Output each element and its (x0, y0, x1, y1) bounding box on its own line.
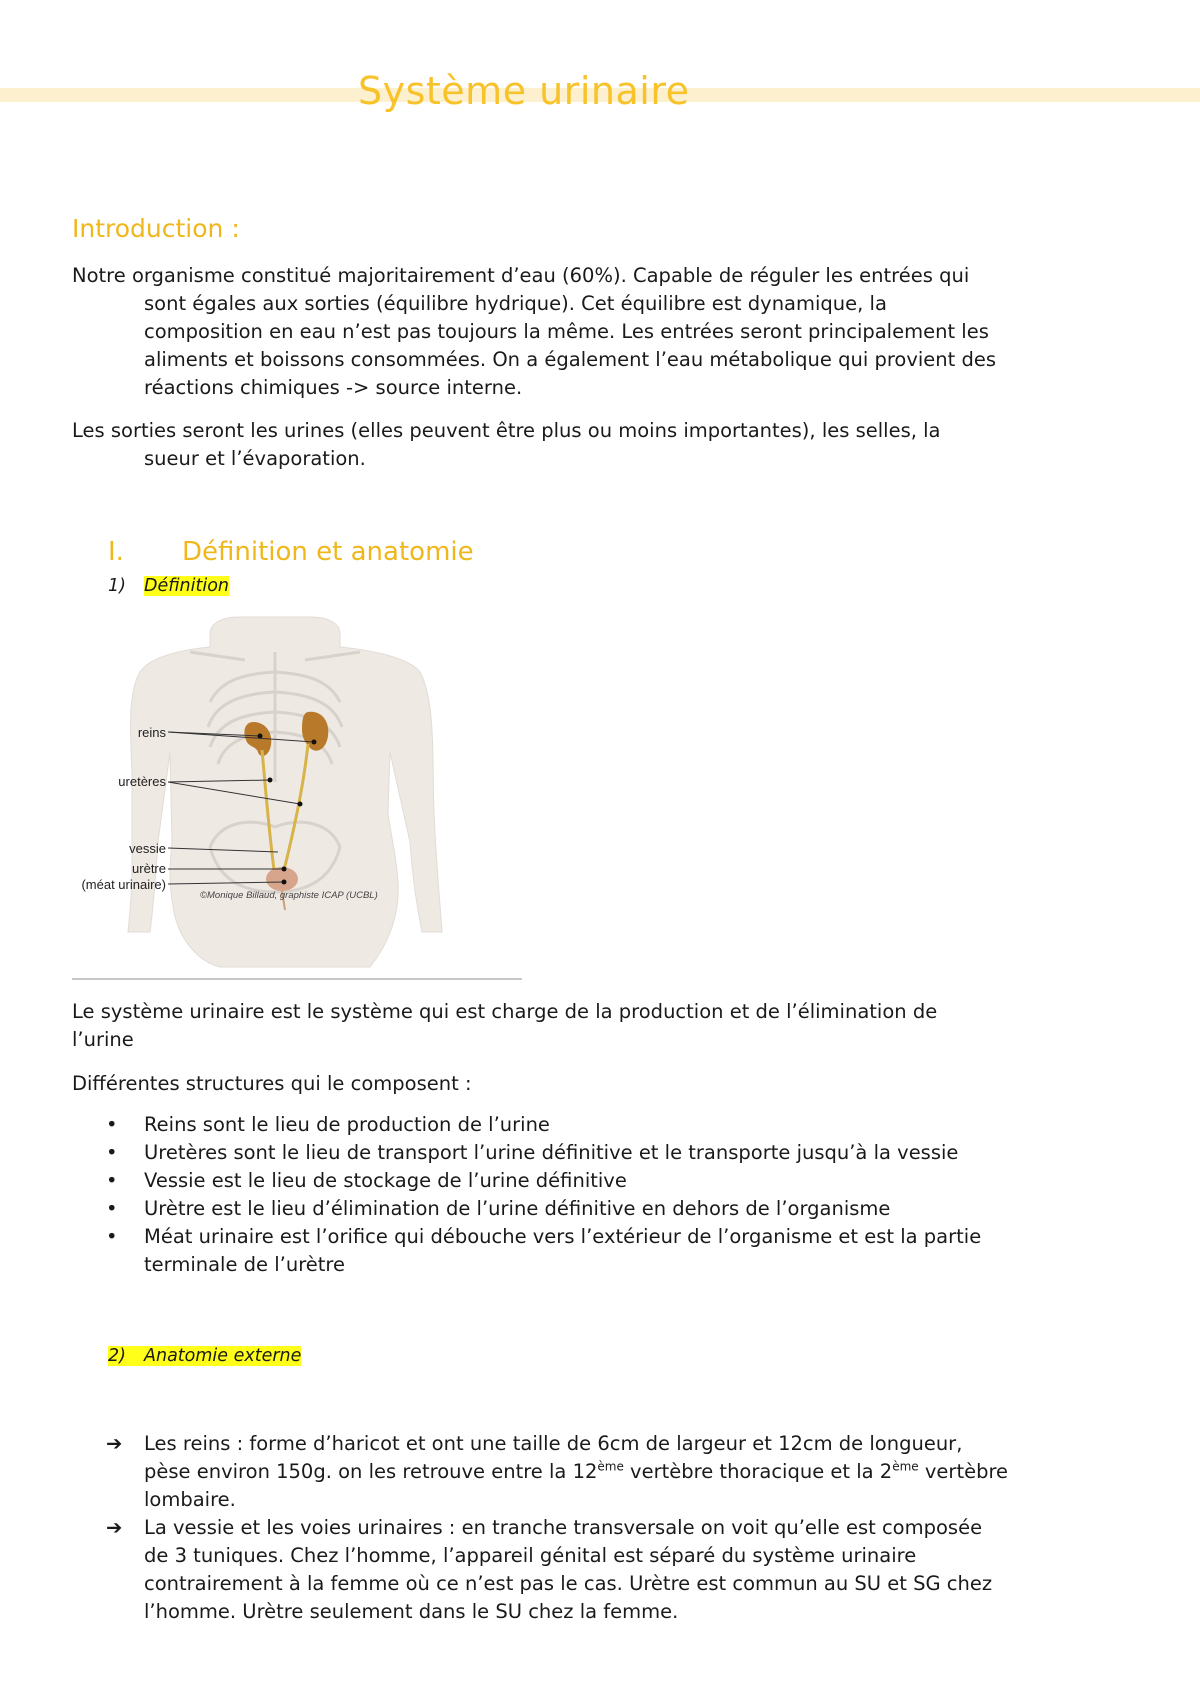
arrow-item-text: vertèbre thoracique et la 2 (623, 1460, 893, 1483)
arrow-item-text: contrairement à la femme où ce n’est pas le cas. Urètre est commun au SU et SG chez (144, 1572, 993, 1595)
definition-paragraph-1 (72, 998, 1132, 1054)
list-item-text: Méat urinaire est l’orifice qui débouche vers l’extérieur de l’organisme et est la partie (144, 1225, 982, 1248)
section-heading-1 (108, 537, 474, 567)
figure-divider (72, 978, 522, 980)
label-reins: reins (137, 725, 166, 740)
arrow-item-vessie (72, 1514, 1142, 1626)
urinary-system-figure (70, 612, 450, 972)
arrow-item-text: pèse environ 150g. on les retrouve entre la 12 (144, 1460, 598, 1483)
list-item-text: terminale de l’urètre (144, 1253, 346, 1276)
subsection-1 (108, 576, 229, 596)
arrow-item-text: lombaire. (144, 1488, 236, 1511)
intro-p1-line: réactions chimiques -> source interne. (144, 376, 523, 399)
document-title: Système urinaire (358, 69, 690, 113)
figure-credit: ©Monique Billaud, graphiste ICAP (UCBL) (200, 890, 378, 901)
def-p1-line: l’urine (72, 1028, 134, 1051)
arrow-item-text: vertèbre (918, 1460, 1009, 1483)
arrow-right-icon: ➔ (106, 1432, 123, 1455)
subsection-number: 1) (108, 576, 126, 596)
subsection-2 (108, 1346, 301, 1366)
intro-paragraph-2 (72, 417, 1132, 473)
arrow-right-icon: ➔ (106, 1516, 123, 1539)
bullet-dot: • (106, 1141, 118, 1164)
section-title: Définition et anatomie (182, 537, 474, 567)
def-p1-line: Le système urinaire est le système qui est charge de la production et de l’élimination de (72, 1000, 938, 1023)
list-item (72, 1139, 1142, 1167)
definition-paragraph-2 (72, 1070, 1132, 1098)
list-item-text: Vessie est le lieu de stockage de l’urine définitive (144, 1169, 627, 1192)
subsection-number: 2) (108, 1346, 144, 1366)
label-vessie: vessie (129, 841, 166, 856)
def-p2-line: Différentes structures qui le composent : (72, 1072, 472, 1095)
intro-p1-line: composition en eau n’est pas toujours la même. Les entrées seront principalement les (144, 320, 989, 343)
arrow-item-text: l’homme. Urètre seulement dans le SU chez la femme. (144, 1600, 679, 1623)
intro-p1-line: Notre organisme constitué majoritairement d’eau (60%). Capable de réguler les entrées qui (72, 264, 970, 287)
bullet-dot: • (106, 1113, 118, 1136)
arrow-item-text: Les reins : forme d’haricot et ont une taille de 6cm de largeur et 12cm de longueur, (144, 1432, 963, 1455)
label-meat: (méat urinaire) (81, 877, 166, 892)
list-item-text: Uretères sont le lieu de transport l’urine définitive et le transporte jusqu’à la vessie (144, 1141, 959, 1164)
superscript: ème (892, 1459, 919, 1474)
subsection-title: Définition (144, 576, 230, 596)
list-item (72, 1195, 1142, 1223)
anatomy-arrow-list (72, 1430, 1142, 1626)
intro-p2-line: sueur et l’évaporation. (144, 447, 366, 470)
label-uretre: urètre (132, 861, 166, 876)
intro-paragraph-1 (72, 262, 1132, 402)
intro-heading: Introduction : (72, 214, 240, 243)
body-silhouette (128, 617, 442, 967)
list-item (72, 1167, 1142, 1195)
intro-p2-line: Les sorties seront les urines (elles peuvent être plus ou moins importantes), les selles, la (72, 419, 941, 442)
superscript: ème (597, 1459, 624, 1474)
arrow-item-text: de 3 tuniques. Chez l’homme, l’appareil génital est séparé du système urinaire (144, 1544, 917, 1567)
bullet-dot: • (106, 1225, 118, 1248)
intro-p1-line: aliments et boissons consommées. On a également l’eau métabolique qui provient des (144, 348, 997, 371)
list-item-text: Urètre est le lieu d’élimination de l’urine définitive en dehors de l’organisme (144, 1197, 891, 1220)
arrow-item-reins (72, 1430, 1142, 1514)
section-number: I. (108, 537, 124, 567)
structures-list (72, 1111, 1142, 1279)
list-item-text: Reins sont le lieu de production de l’urine (144, 1113, 550, 1136)
bullet-dot: • (106, 1169, 118, 1192)
subsection-title: Anatomie externe (144, 1346, 302, 1366)
label-ureteres: uretères (118, 774, 166, 789)
intro-p1-line: sont égales aux sorties (équilibre hydrique). Cet équilibre est dynamique, la (144, 292, 887, 315)
list-item (72, 1111, 1142, 1139)
bullet-dot: • (106, 1197, 118, 1220)
list-item (72, 1223, 1142, 1279)
arrow-item-text: La vessie et les voies urinaires : en tranche transversale on voit qu’elle est composée (144, 1516, 983, 1539)
